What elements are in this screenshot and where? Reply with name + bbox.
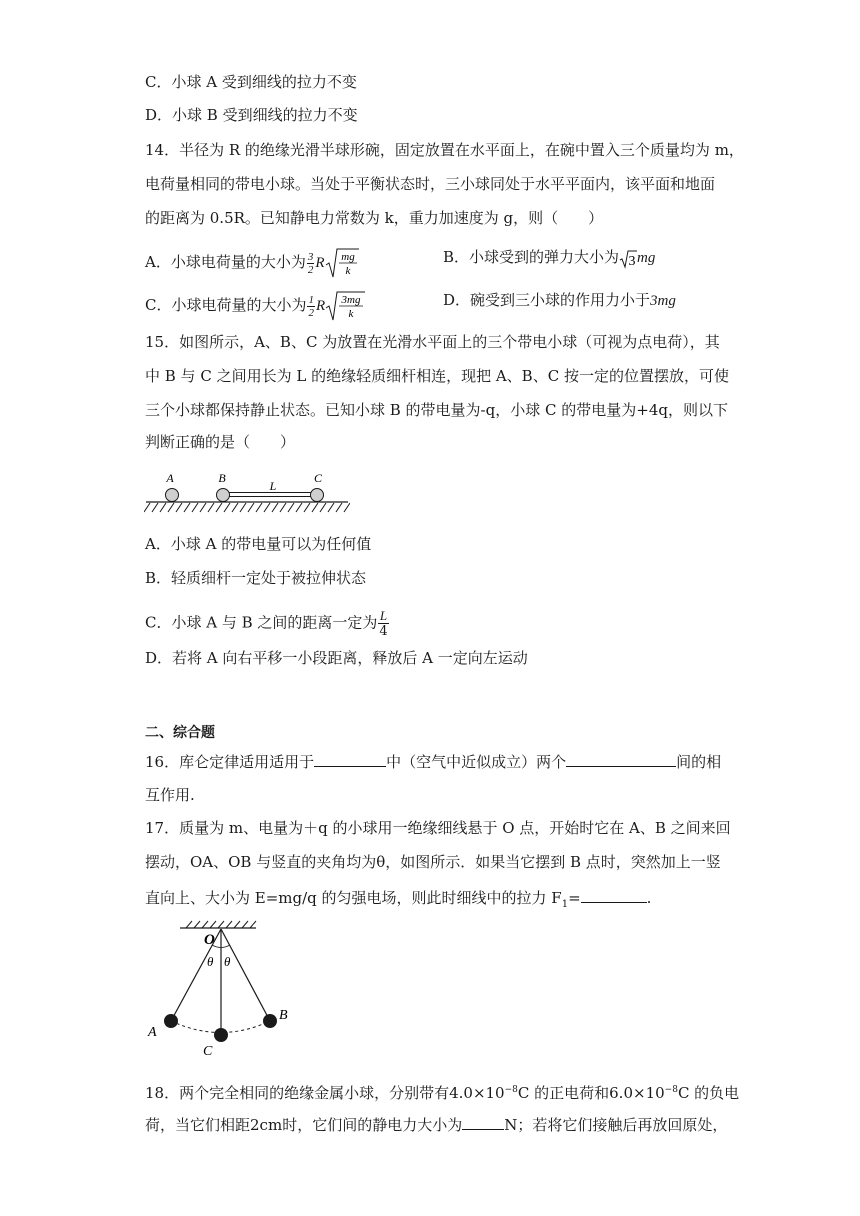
label-theta-left: θ bbox=[207, 954, 214, 969]
svg-text:k: k bbox=[345, 265, 350, 277]
q15-stem-line2: 中 B 与 C 之间用长为 L 的绝缘轻质细杆相连，现把 A、B、C 按一定的位置摆放，可使 bbox=[145, 367, 729, 385]
q14-option-a-radical bbox=[325, 247, 359, 279]
section-title: 二、综合题 bbox=[145, 725, 215, 741]
label-b: B bbox=[279, 1008, 288, 1023]
ceiling-hatch bbox=[186, 921, 256, 928]
svg-text:3: 3 bbox=[628, 253, 636, 269]
ball-a bbox=[166, 489, 179, 502]
q14-option-c-radical bbox=[325, 290, 365, 322]
q14-option-a bbox=[145, 247, 359, 279]
label-c: C bbox=[313, 471, 323, 485]
q14-option-d: D．碗受到三小球的作用力小于3mg bbox=[443, 291, 676, 309]
label-b: B bbox=[218, 471, 226, 485]
q14-option-c-r: R bbox=[315, 298, 326, 314]
rod bbox=[229, 493, 316, 497]
q17-stem-line2: 摆动，OA、OB 与竖直的夹角均为θ，如图所示．如果当它摆到 B 点时，突然加上一竖 bbox=[145, 853, 721, 871]
ball-c bbox=[214, 1028, 228, 1042]
q14-option-a-text: A．小球电荷量的大小为 bbox=[145, 253, 306, 271]
label-theta-right: θ bbox=[224, 954, 231, 969]
ground-hatch bbox=[144, 503, 350, 512]
q17-stem-line1: 17．质量为 m、电量为＋q 的小球用一绝缘细线悬于 O 点，开始时它在 A、B 之间来回 bbox=[145, 819, 731, 837]
q15-option-d: D．若将 A 向右平移一小段距离，释放后 A 一定向左运动 bbox=[145, 649, 528, 667]
q15-option-b: B．轻质细杆一定处于被拉伸状态 bbox=[145, 569, 367, 587]
q16-blank-1[interactable] bbox=[314, 750, 386, 767]
q14-option-d-text: D．碗受到三小球的作用力小于 bbox=[443, 291, 651, 309]
svg-text:mg: mg bbox=[340, 251, 355, 263]
q14-option-c bbox=[145, 290, 365, 322]
q16-line1: 16．库仑定律适用适用于 中（空气中近似成立）两个 间的相 bbox=[145, 750, 721, 772]
label-o: O bbox=[204, 932, 215, 948]
q17-blank[interactable] bbox=[581, 886, 647, 903]
q14-option-b-text: B．小球受到的弹力大小为 bbox=[443, 248, 620, 266]
q15-stem-line3: 三个小球都保持静止状态。已知小球 B 的带电量为-q，小球 C 的带电量为+4q，则以下 bbox=[145, 401, 728, 419]
q15-option-a: A．小球 A 的带电量可以为任何值 bbox=[145, 535, 372, 553]
label-c: C bbox=[203, 1044, 213, 1059]
q13-option-d: D．小球 B 受到细线的拉力不变 bbox=[145, 106, 358, 124]
q14-option-b-radical bbox=[619, 248, 637, 269]
q14-option-a-r: R bbox=[315, 255, 325, 271]
q15-stem-line1: 15．如图所示，A、B、C 为放置在光滑水平面上的三个带电小球（可视为点电荷），其 bbox=[145, 333, 720, 351]
ball-b bbox=[217, 489, 230, 502]
q14-option-c-text: C．小球电荷量的大小为 bbox=[145, 296, 307, 314]
q14-stem-line3: 的距离为 0.5R。已知静电力常数为 k，重力加速度为 g，则（ ） bbox=[145, 209, 604, 227]
label-a: A bbox=[166, 471, 174, 485]
svg-text:3mg: 3mg bbox=[341, 294, 361, 306]
q16-line2: 互作用. bbox=[145, 786, 195, 804]
q18-blank[interactable] bbox=[462, 1113, 504, 1130]
q17-figure bbox=[144, 918, 294, 1060]
label-l: L bbox=[269, 479, 277, 493]
q14-option-c-coef: $\frac{1}{2}$ bbox=[308, 293, 314, 319]
q14-option-a-coef: $\frac{3}{2}$ bbox=[307, 250, 314, 276]
ball-c bbox=[311, 489, 324, 502]
ball-a bbox=[164, 1014, 178, 1028]
q16-blank-2[interactable] bbox=[566, 750, 676, 767]
label-a: A bbox=[148, 1025, 157, 1040]
q17-stem-line3: 直向上、大小为 E=mg/q 的匀强电场，则此时细线中的拉力 $F_1=$ . bbox=[145, 886, 651, 915]
q15-option-c-fraction: $\frac{L}{4}$ bbox=[379, 608, 388, 639]
q13-option-c: C．小球 A 受到细线的拉力不变 bbox=[145, 73, 357, 91]
q18-line2: 荷，当它们相距2cm时，它们间的静电力大小为 N；若将它们接触后再放回原处， bbox=[145, 1113, 727, 1135]
ball-b bbox=[263, 1014, 277, 1028]
q15-figure bbox=[144, 470, 350, 516]
q18-line1: 18．两个完全相同的绝缘金属小球，分别带有$4.0\times 10^{-8}C$ 的正电荷和$6.0\times 10^{-8}C$ 的负电 bbox=[145, 1084, 740, 1102]
q15-option-c: C．小球 A 与 B 之间的距离一定为 $\frac{L}{4}$ bbox=[145, 608, 388, 639]
q15-stem-line4: 判断正确的是（ ） bbox=[145, 433, 296, 451]
svg-text:k: k bbox=[348, 308, 354, 320]
q14-stem-line1: 14．半径为 R 的绝缘光滑半球形碗，固定放置在水平面上，在碗中置入三个质量均为 m， bbox=[145, 141, 744, 159]
q14-option-b: B．小球受到的弹力大小为 3 mg bbox=[443, 248, 656, 269]
string-ob bbox=[221, 929, 270, 1021]
q14-stem-line2: 电荷量相同的带电小球。当处于平衡状态时，三小球同处于水平平面内，该平面和地面 bbox=[145, 175, 716, 193]
